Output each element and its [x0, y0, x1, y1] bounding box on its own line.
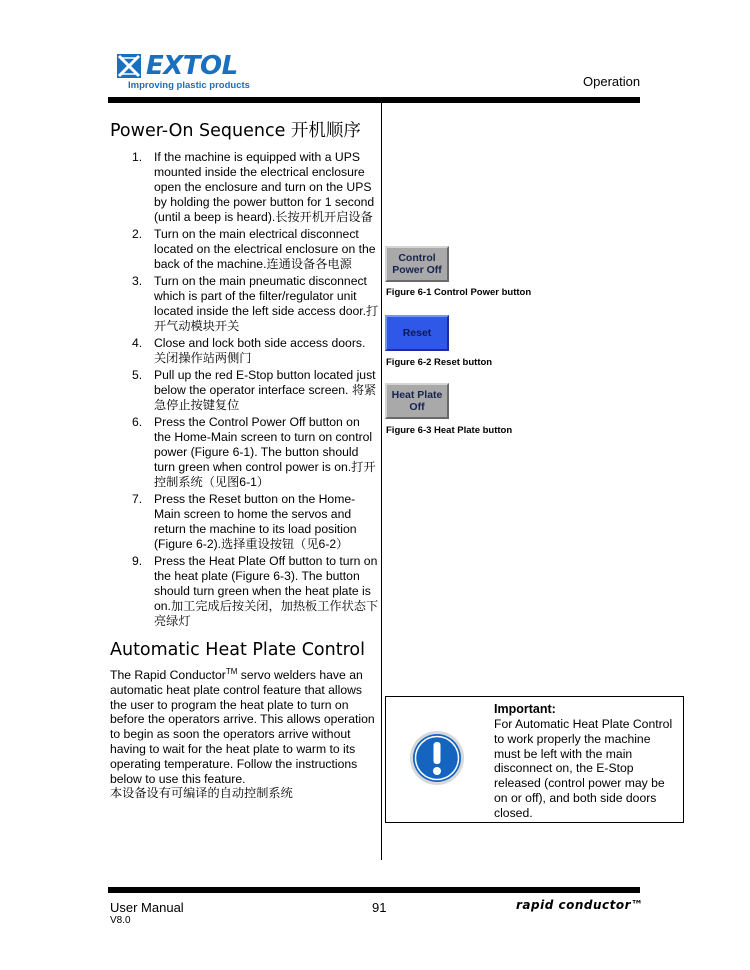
btn-label-line1: Heat Plate — [391, 389, 443, 401]
step-text: Press the Heat Plate Off button to turn on the heat plate (Figure 6-3). The button should turn green when the heat plate is on.加工完成后按关闭，加热板工作状态下亮绿灯 — [154, 554, 379, 628]
figure-caption-6-3: Figure 6-3 Heat Plate button — [386, 425, 513, 436]
heading-power-on-sequence: Power-On Sequence 开机顺序 — [110, 121, 361, 141]
list-item — [108, 368, 380, 413]
heat-plate-off-button[interactable] — [385, 383, 449, 419]
list-item — [108, 274, 380, 334]
footer-rule — [108, 887, 640, 893]
figure-caption-6-1: Figure 6-1 Control Power button — [386, 287, 532, 298]
control-power-off-button[interactable] — [385, 246, 449, 282]
logo-tagline: Improving plastic products — [128, 80, 250, 91]
btn-label-line2: Power Off — [392, 264, 442, 276]
step-number: 2. — [132, 227, 143, 241]
step-number: 1. — [132, 150, 143, 164]
step-number: 7. — [132, 492, 143, 506]
list-item — [108, 415, 380, 490]
step-text: Press the Reset button on the Home-Main screen to home the servos and return the machine to its load position (Figure 6-2).选择重设按钮（见6-2） — [154, 492, 357, 551]
auto-heat-plate-paragraph — [110, 665, 375, 801]
step-text: Pull up the red E-Stop button located just below the operator interface screen. 将紧急停止按键复位 — [154, 368, 377, 412]
step-number: 9. — [132, 554, 143, 568]
page-number: 91 — [372, 900, 387, 915]
heat-plate-off-button-label — [392, 389, 443, 413]
step-text: Close and lock both side access doors. 关闭操作站两侧门 — [154, 336, 366, 365]
step-text: Turn on the main electrical disconnect located on the electrical enclosure on the back of the machine.连通设备各电源 — [154, 227, 376, 271]
control-power-off-button-label — [392, 252, 442, 276]
figure-caption-6-2: Figure 6-2 Reset button — [386, 357, 493, 368]
para-text-1: The Rapid Conductor — [110, 668, 226, 683]
trademark-sup: TM — [225, 667, 238, 676]
list-item — [108, 554, 380, 629]
step-text: Press the Control Power Off button on the Home-Main screen to turn on control power (Figure 6-1). The button should turn green when control power is on.打开控制系统（见图6-1） — [154, 415, 376, 489]
heading-automatic-heat-plate-control: Automatic Heat Plate Control — [110, 640, 365, 660]
btn-label-line2: Off — [409, 401, 425, 413]
btn-label-line1: Control — [398, 252, 436, 264]
important-title: Important: — [494, 702, 556, 716]
brand-wordmark: rapid conductor™ — [516, 898, 644, 912]
reset-button[interactable]: Reset — [385, 315, 449, 351]
step-text: Turn on the main pneumatic disconnect which is part of the filter/regulator unit located inside the left side access door.打开气动模块开关 — [154, 274, 379, 333]
list-item — [108, 227, 380, 272]
column-divider — [381, 103, 382, 860]
power-on-steps — [108, 150, 380, 631]
logo-wordmark: EXTOL — [146, 51, 238, 81]
para-text-cn: 本设备设有可编译的自动控制系统 — [110, 786, 293, 801]
header-rule — [108, 97, 640, 103]
footer-manual-title: User Manual — [110, 900, 184, 915]
step-number: 5. — [132, 368, 143, 382]
list-item — [108, 492, 380, 552]
step-number: 4. — [132, 336, 143, 350]
exclamation-info-icon — [409, 730, 465, 786]
step-number: 6. — [132, 415, 143, 429]
step-text: If the machine is equipped with a UPS mounted inside the electrical enclosure open the enclosure and turn on the UPS by holding the power button for 1 second (until a beep is heard).长按开机开启设备 — [154, 150, 375, 224]
footer-version: V8.0 — [110, 915, 131, 926]
para-text-2: servo welders have an automatic heat plate control feature that allows the user to program the heat plate to turn on before the operators arrive. This allows operation to begin as soon the operators arrive without having to wait for the heat plate to warm to its operating temperature. Follow the instructions below to use this feature. — [110, 668, 375, 786]
step-number: 3. — [132, 274, 143, 288]
section-label: Operation — [583, 74, 641, 89]
list-item — [108, 150, 380, 225]
important-text: For Automatic Heat Plate Control to work properly the machine must be left with the main disconnect on, the E-Stop released (control power may be on or off), and both side doors closed. — [494, 717, 673, 820]
list-item — [108, 336, 380, 366]
